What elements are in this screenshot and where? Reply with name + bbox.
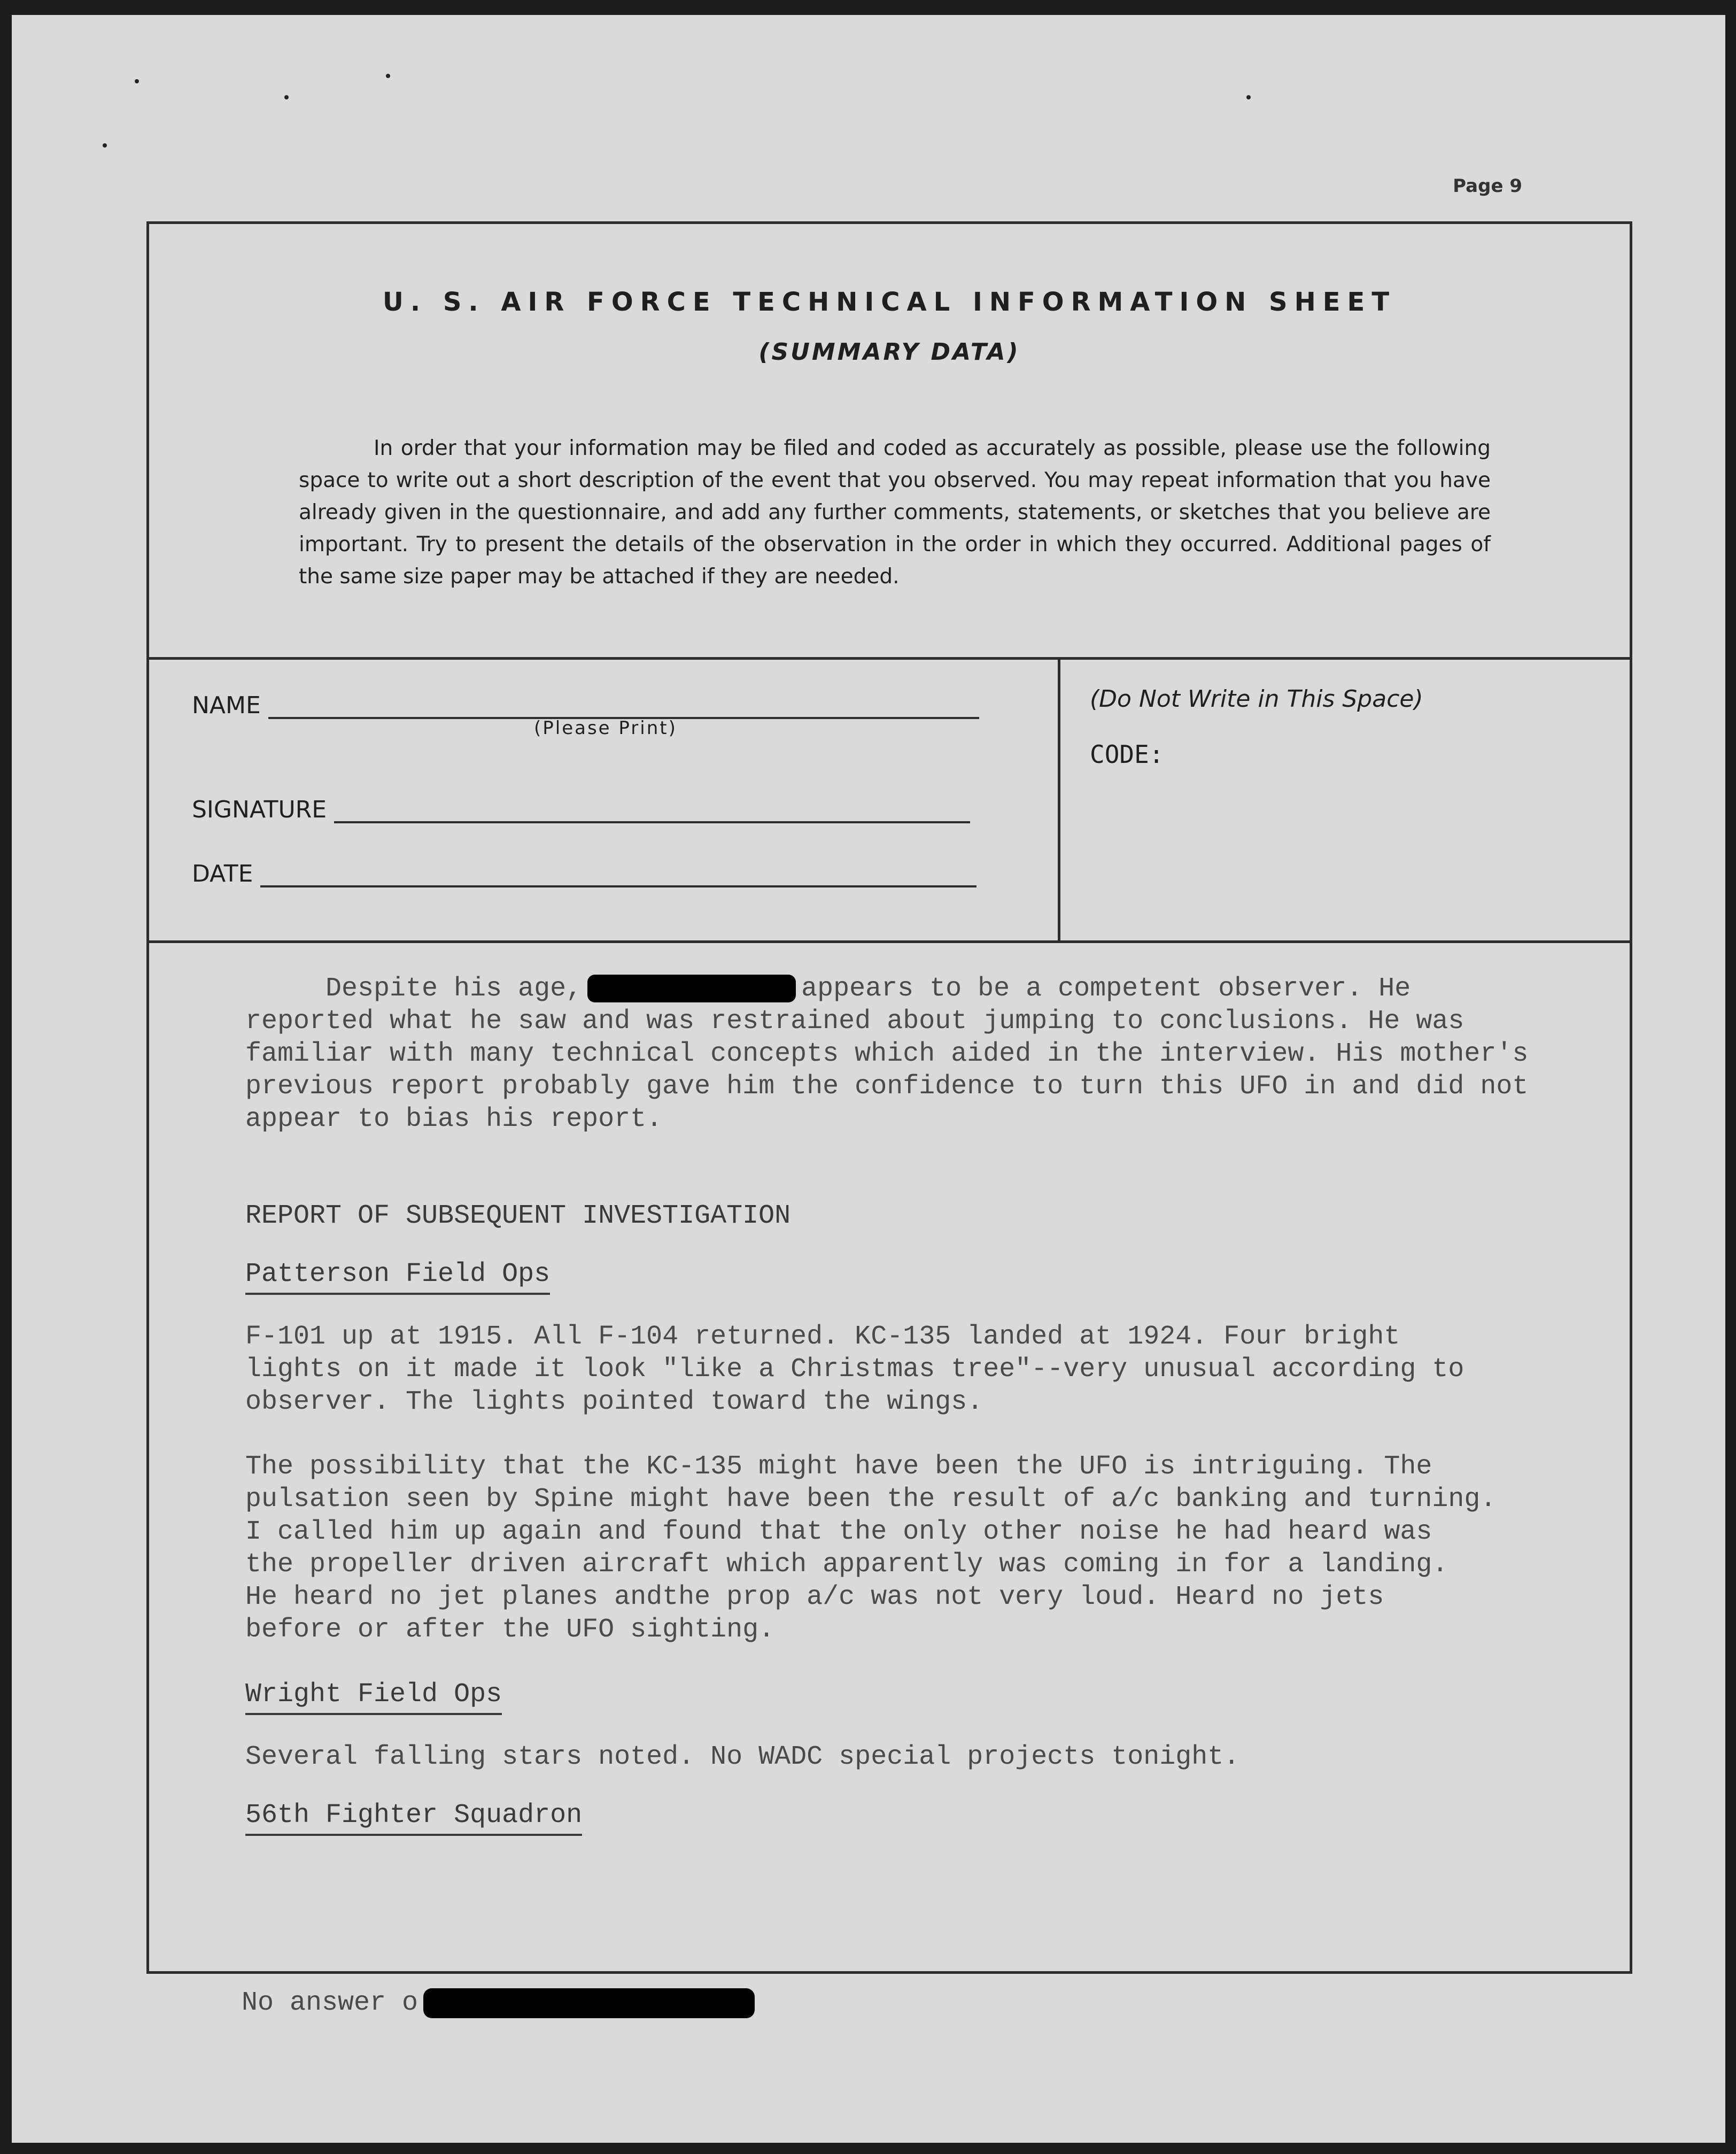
form-title: U. S. AIR FORCE TECHNICAL INFORMATION SHEET [382,287,1397,317]
wright-heading-row [245,1678,1539,1715]
film-speck [284,95,289,99]
wright-heading: Wright Field Ops [245,1678,502,1715]
form-header [149,224,1630,660]
date-line[interactable] [260,864,976,887]
date-field [192,860,976,887]
patterson-heading: Patterson Field Ops [245,1258,550,1295]
film-speck [386,74,390,78]
observer-assessment-paragraph [245,972,1539,1136]
redacted-name [587,975,796,1002]
patterson-heading-row [245,1258,1539,1295]
identity-fields [149,660,1060,940]
signature-label: SIGNATURE [192,796,327,823]
page-number: Page 9 [1453,175,1522,197]
film-speck [103,143,107,148]
date-label: DATE [192,860,253,887]
film-speck [135,79,139,83]
narrative-body [245,972,1539,1836]
document-sheet [12,15,1725,2143]
possibility-paragraph: The possibility that the KC-135 might have been the UFO is intriguing. The pulsation seen by Spine might have been the result of a/c banking and turning. I called him up again and found that the only other noise he had heard was the propeller driven aircraft which apparently was coming in for a landing. He heard no jet planes andthe prop a/c was not very loud. Heard no jets before or after the UFO sighting. [245,1452,1497,1645]
patterson-paragraph: F-101 up at 1915. All F-104 returned. KC-135 landed at 1924. Four bright lights on it made it look "like a Christmas tree"--very unusual according to observer. The lights pointed toward the wings. [245,1322,1464,1417]
squadron-heading-row [245,1799,1539,1836]
form-instructions: In order that your information may be filed and coded as accurately as possible, please use the following space to write out a short description of the event that you observed. You may repeat information that you have already given in the questionnaire, and add any further comments, statements, or sketches that you believe are important. Try to present the details of the observation in the order in which they occurred. Additional pages of the same size paper may be attached if they are needed. [299,436,1491,589]
name-line[interactable] [268,696,979,719]
squadron-heading: 56th Fighter Squadron [245,1799,582,1836]
footer-text: No answer o [242,1988,418,2018]
paragraph-text: appears to be a competent observer. He reported what he saw and was restrained about jumping to conclusions. He was familiar with many technical concepts which aided in the interview. His mother's previous report probably gave him the confidence to turn this UFO in and did not appear to bias his report. [245,974,1529,1134]
film-speck [1246,95,1251,99]
name-field [192,692,979,719]
office-use-note: (Do Not Write in This Space) [1090,685,1423,713]
form-fields [149,660,1630,943]
signature-field [192,796,970,823]
wright-paragraph: Several falling stars noted. No WADC special projects tonight. [245,1742,1240,1772]
name-hint: (Please Print) [534,717,677,739]
redacted-footer [423,1988,755,2018]
paragraph-text: Despite his age, [326,974,583,1004]
form-frame [146,221,1632,1974]
signature-line[interactable] [334,800,970,823]
footer-note [242,1988,755,2018]
form-subtitle: (SUMMARY DATA) [758,338,1020,366]
name-label: NAME [192,692,261,719]
code-label: CODE: [1090,740,1164,769]
investigation-heading: REPORT OF SUBSEQUENT INVESTIGATION [245,1201,791,1231]
